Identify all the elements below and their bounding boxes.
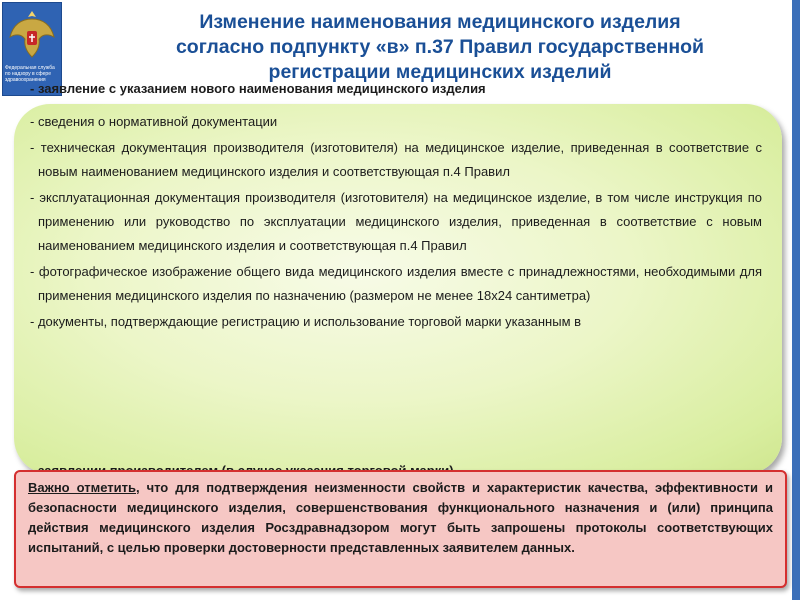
title-line-2: согласно подпункту «в» п.37 Правил государственной [175, 36, 705, 58]
accent-bar [792, 0, 800, 600]
important-note [14, 470, 787, 588]
list-item: - техническая документация производителя (изготовителя) на медицинское изделие, приведенная в соответствие с новым наименованием медицинского изделия и соответствующая п.4 Правил [30, 140, 762, 179]
list-item: - эксплуатационная документация производителя (изготовителя) на медицинское изделие, в том числе инструкция по применению или руководство по эксплуатации медицинского изделия, приведенная в соответствие с новым наименованием медицинского изделия и соответствующая п.4 Правил [30, 190, 762, 253]
title-line-3: регистрации медицинских изделий [268, 61, 612, 83]
note-text: , что для подтверждения неизменности свойств и характеристик качества, эффективности и безопасности медицинского изделия, совершенствования функционального назначения и (или) принципа действия медицинского изделия Росздравнадзором могут быть запрошены протоколы соответствующих испытаний, с целью проверки достоверности представленных заявителем данных. [28, 480, 774, 555]
list-item: - фотографическое изображение общего вида медицинского изделия вместе с принадлежностями, необходимыми для применения медицинского изделия по назначению (размером не менее 18х24 сантиметра) [30, 264, 762, 303]
title-line-1: Изменение наименования медицинского изделия [199, 11, 681, 33]
note-lead: Важно отметить [28, 480, 136, 495]
eagle-icon [7, 7, 57, 63]
page-title [90, 10, 790, 85]
emblem-caption: Федеральная служба по надзору в сфере здравоохранения [5, 65, 55, 83]
list-item: - документы, подтверждающие регистрацию и использование торговой марки указанным в [30, 314, 582, 329]
documents-list [30, 110, 762, 334]
intro-line: - заявление с указанием нового наименования медицинского изделия [30, 81, 486, 96]
list-item: - сведения о нормативной документации [30, 114, 278, 129]
